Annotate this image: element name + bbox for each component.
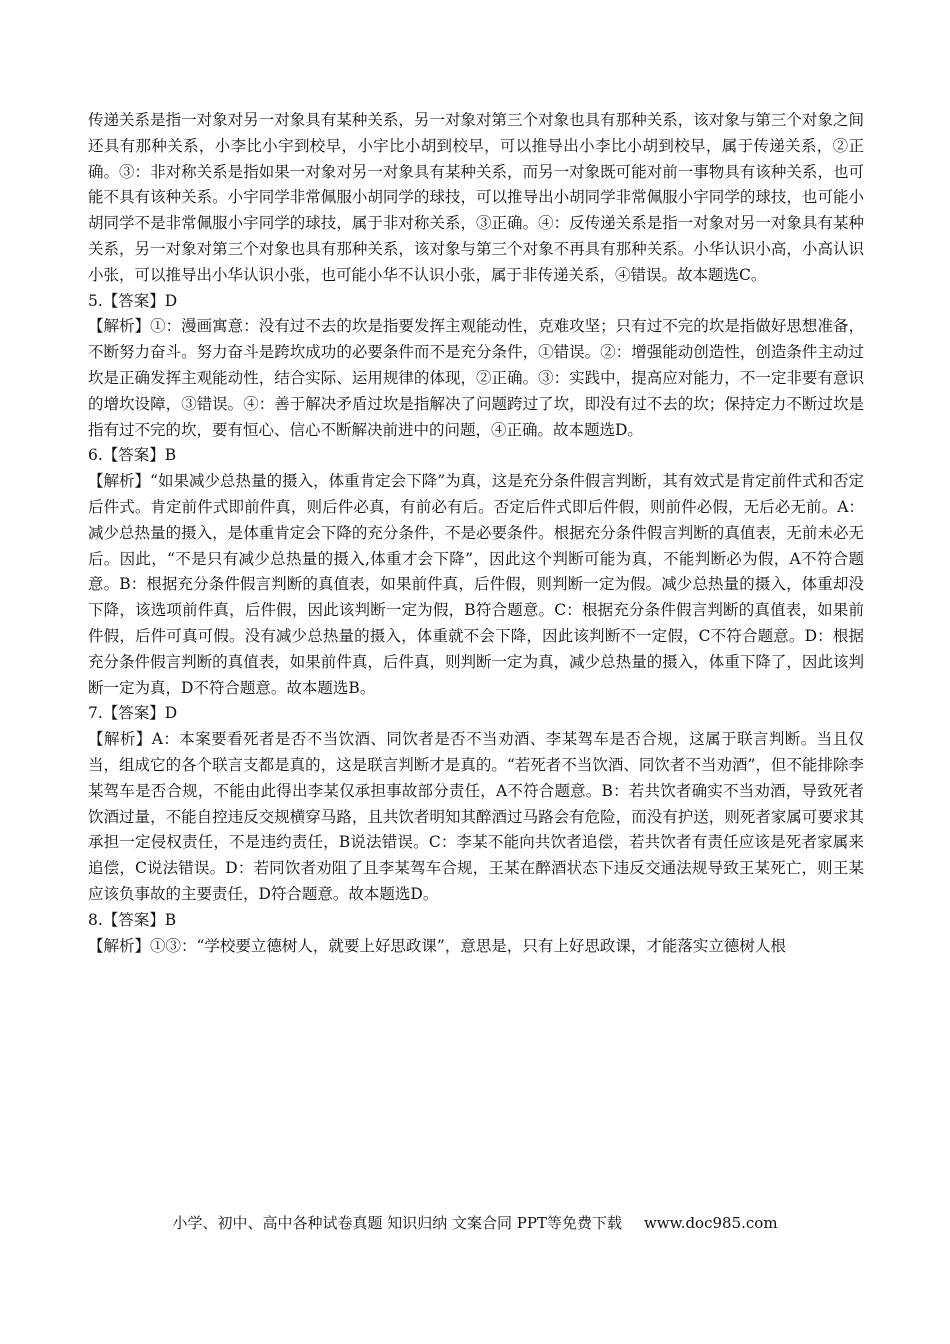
footer-text: 小学、初中、高中各种试卷真题 知识归纳 文案合同 PPT等免费下载: [172, 1214, 622, 1232]
explanation-paragraph: 【解析】“如果减少总热量的摄入，体重肯定会下降”为真，这是充分条件假言判断，其有效式是肯定前件式和否定后件式。肯定前件式即前件真，则后件必真，有前必有后。否定后件式即后件假，则前件必假，无后必无前。A：减少总热量的摄入，是体重肯定会下降的充分条件，不是必要条件。根据充分条件假言判断的真值表，无前未必无后。因此，“不是只有减少总热量的摄入,体重才会下降”，因此这个判断可能为真，不能判断必为假，A不符合题意。B：根据充分条件假言判断的真值表，如果前件真，后件假，则判断一定为假。减少总热量的摄入，体重却没下降，该选项前件真，后件假，因此该判断一定为假，B符合题意。C：根据充分条件假言判断的真值表，如果前件假，后件可真可假。没有减少总热量的摄入，体重就不会下降，因此该判断不一定假，C不符合题意。D：根据充分条件假言判断的真值表，如果前件真，后件真，则判断一定为真，减少总热量的摄入，体重下降了，因此该判断一定为真，D不符合题意。故本题选B。: [88, 472, 864, 697]
document-body: [88, 108, 864, 959]
explanation-paragraph: 【解析】①③：“学校要立德树人，就要上好思政课”，意思是，只有上好思政课，才能落实立德树人根: [88, 936, 786, 955]
answer-heading: 7.【答案】D: [88, 704, 178, 723]
footer-url: www.doc985.com: [643, 1214, 778, 1232]
answer-heading: 6.【答案】B: [88, 446, 177, 465]
page-footer: [0, 1212, 950, 1234]
answer-heading: 5.【答案】D: [88, 291, 178, 310]
explanation-paragraph: 【解析】①：漫画寓意：没有过不去的坎是指要发挥主观能动性，克难攻坚；只有过不完的坎是指做好思想准备，不断努力奋斗。努力奋斗是跨坎成功的必要条件而不是充分条件，①错误。②：增强能动创造性，创造条件主动过坎是正确发挥主观能动性，结合实际、运用规律的体现，②正确。③：实践中，提高应对能力，不一定非要有意识的增坎设障，③错误。④：善于解决矛盾过坎是指解决了问题跨过了坎，即没有过不去的坎；保持定力不断过坎是指有过不完的坎，要有恒心、信心不断解决前进中的问题，④正确。故本题选D。: [88, 317, 864, 439]
answer-heading: 8.【答案】B: [88, 910, 177, 929]
explanation-paragraph: 【解析】A：本案要看死者是否不当饮酒、同饮者是否不当劝酒、李某驾车是否合规，这属于联言判断。当且仅当，组成它的各个联言支都是真的，这是联言判断才是真的。“若死者不当饮酒、同饮者不当劝酒”，但不能排除李某驾车是否合规，不能由此得出李某仅承担事故部分责任，A不符合题意。B：若共饮者确实不当劝酒，导致死者饮酒过量，不能自控违反交规横穿马路，且共饮者明知其醉酒过马路会有危险，而没有护送，则死者家属可要求其承担一定侵权责任，不是违约责任，B说法错误。C：李某不能向共饮者追偿，若共饮者有责任应该是死者家属来追偿，C说法错误。D：若同饮者劝阻了且李某驾车合规，王某在醉酒状态下违反交通法规导致王某死亡，则王某应该负事故的主要责任，D符合题意。故本题选D。: [88, 730, 864, 903]
explanation-paragraph: 传递关系是指一对象对另一对象具有某种关系，另一对象对第三个对象也具有那种关系，该对象与第三个对象之间还具有那种关系，小李比小宇到校早，小宇比小胡到校早，可以推导出小李比小胡到校早，属于传递关系，②正确。③：非对称关系是指如果一对象对另一对象具有某种关系，而另一对象既可能对前一事物具有该种关系，也可能不具有该种关系。小宇同学非常佩服小胡同学的球技，可以推导出小胡同学非常佩服小宇同学的球技，也可能小胡同学不是非常佩服小宇同学的球技，属于非对称关系，③正确。④：反传递关系是指一对象对另一对象具有某种关系，另一对象对第三个对象也具有那种关系，该对象与第三个对象不再具有那种关系。小华认识小高，小高认识小张，可以推导出小华认识小张，也可能小华不认识小张，属于非传递关系，④错误。故本题选C。: [88, 111, 864, 284]
